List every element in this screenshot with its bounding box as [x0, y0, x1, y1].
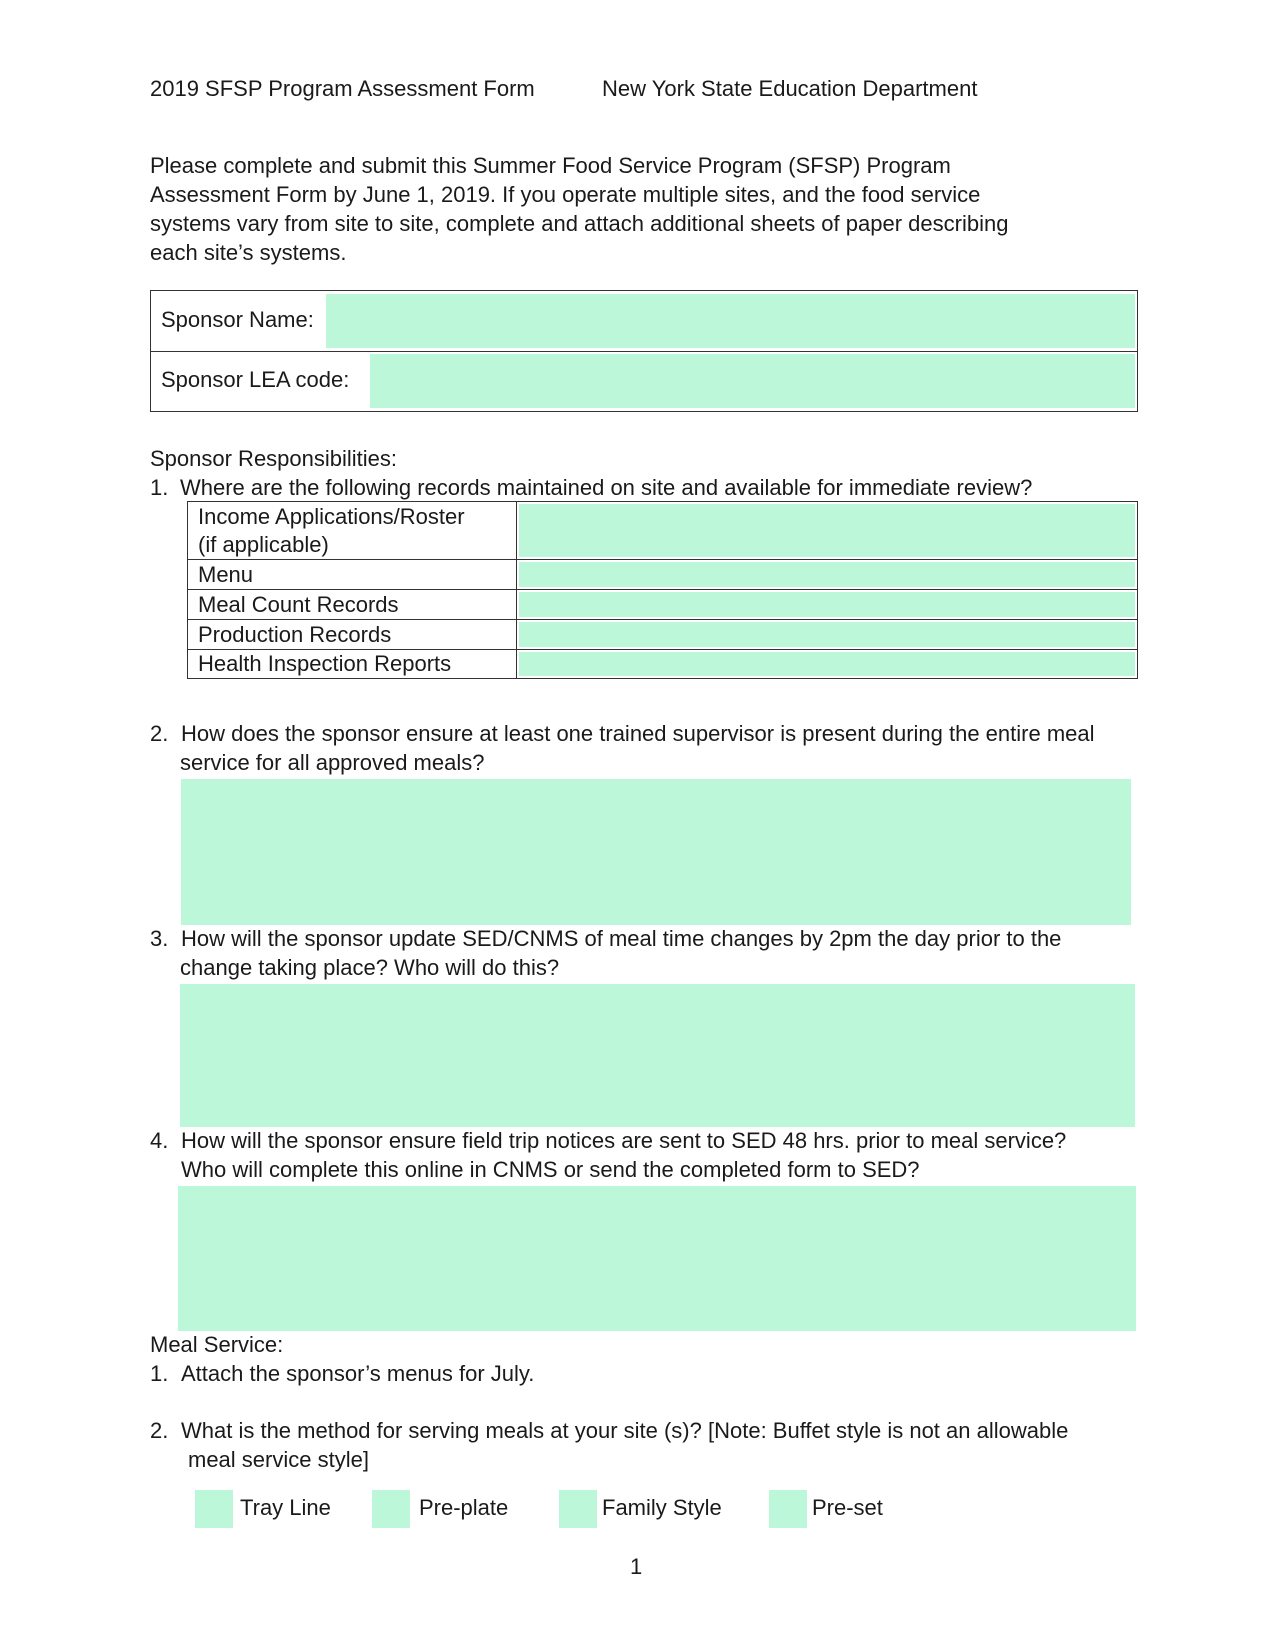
divider: [516, 650, 517, 678]
divider: [516, 560, 517, 589]
sponsor-info-box: [150, 290, 1138, 412]
question-3-text: How will the sponsor update SED/CNMS of meal time changes by 2pm the day prior to the: [181, 926, 1062, 951]
record-location-field[interactable]: [519, 592, 1135, 617]
form-title: 2019 SFSP Program Assessment Form: [150, 76, 535, 101]
question-2-text: How does the sponsor ensure at least one trained supervisor is present during the entire meal: [181, 721, 1095, 746]
field-trip-answer-field[interactable]: [178, 1186, 1136, 1331]
meal-time-update-answer-field[interactable]: [180, 984, 1135, 1127]
intro-line: each site’s systems.: [150, 240, 347, 265]
meal-service-title: Meal Service:: [150, 1332, 284, 1357]
meal-question-2-text-cont: meal service style]: [188, 1447, 369, 1472]
sponsor-name-row: [151, 291, 1137, 351]
table-row: [188, 590, 1137, 620]
pre-plate-label: Pre-plate: [419, 1495, 509, 1520]
table-row: [188, 502, 1137, 560]
sponsor-lea-label: Sponsor LEA code:: [161, 367, 350, 392]
family-style-checkbox[interactable]: [559, 1490, 597, 1528]
tray-line-label: Tray Line: [240, 1495, 331, 1520]
sponsor-responsibilities-title: Sponsor Responsibilities:: [150, 446, 398, 471]
family-style-label: Family Style: [602, 1495, 722, 1520]
record-location-field[interactable]: [519, 652, 1135, 676]
question-4-text-cont: Who will complete this online in CNMS or send the completed form to SED?: [181, 1157, 920, 1182]
page-number: 1: [630, 1554, 643, 1579]
supervisor-answer-field[interactable]: [181, 779, 1131, 925]
sponsor-lea-row: [151, 352, 1137, 411]
question-2-text-cont: service for all approved meals?: [180, 750, 485, 775]
table-row: [188, 620, 1137, 650]
record-label: Meal Count Records: [198, 592, 399, 617]
question-4-number: 4.: [150, 1128, 169, 1153]
meal-question-2-text: What is the method for serving meals at your site (s)? [Note: Buffet style is not an allowable: [181, 1418, 1069, 1443]
sponsor-lea-field[interactable]: [370, 354, 1135, 408]
meal-question-2-number: 2.: [150, 1418, 169, 1443]
table-row: [188, 650, 1137, 678]
record-location-field[interactable]: [519, 504, 1135, 557]
question-2-number: 2.: [150, 721, 169, 746]
pre-set-checkbox[interactable]: [769, 1490, 807, 1528]
page-header: [150, 75, 978, 103]
record-label: Health Inspection Reports: [198, 651, 452, 676]
question-3-text-cont: change taking place? Who will do this?: [180, 955, 560, 980]
pre-plate-checkbox[interactable]: [372, 1490, 410, 1528]
question-4-text: How will the sponsor ensure field trip notices are sent to SED 48 hrs. prior to meal service?: [181, 1128, 1067, 1153]
sponsor-name-field[interactable]: [326, 294, 1135, 348]
record-label-note: (if applicable): [198, 532, 329, 557]
record-label: Menu: [198, 562, 254, 587]
meal-question-1-number: 1.: [150, 1361, 169, 1386]
record-label: Production Records: [198, 622, 392, 647]
question-1-text: Where are the following records maintained on site and available for immediate review?: [180, 475, 1033, 500]
meal-question-1-text: Attach the sponsor’s menus for July.: [181, 1361, 535, 1386]
pre-set-label: Pre-set: [812, 1495, 883, 1520]
divider: [516, 502, 517, 559]
table-row: [188, 560, 1137, 590]
record-location-field[interactable]: [519, 562, 1135, 587]
record-label: Income Applications/Roster: [198, 504, 465, 529]
intro-paragraph: [150, 151, 1100, 267]
divider: [516, 620, 517, 649]
divider: [516, 590, 517, 619]
department-name: New York State Education Department: [602, 76, 978, 101]
records-table: [187, 501, 1138, 679]
tray-line-checkbox[interactable]: [195, 1490, 233, 1528]
sponsor-name-label: Sponsor Name:: [161, 307, 314, 332]
question-1-number: 1.: [150, 475, 169, 500]
record-location-field[interactable]: [519, 622, 1135, 647]
intro-line: Assessment Form by June 1, 2019. If you operate multiple sites, and the food service: [150, 182, 981, 207]
intro-line: systems vary from site to site, complete and attach additional sheets of paper describing: [150, 211, 1009, 236]
question-3-number: 3.: [150, 926, 169, 951]
intro-line: Please complete and submit this Summer Food Service Program (SFSP) Program: [150, 153, 951, 178]
